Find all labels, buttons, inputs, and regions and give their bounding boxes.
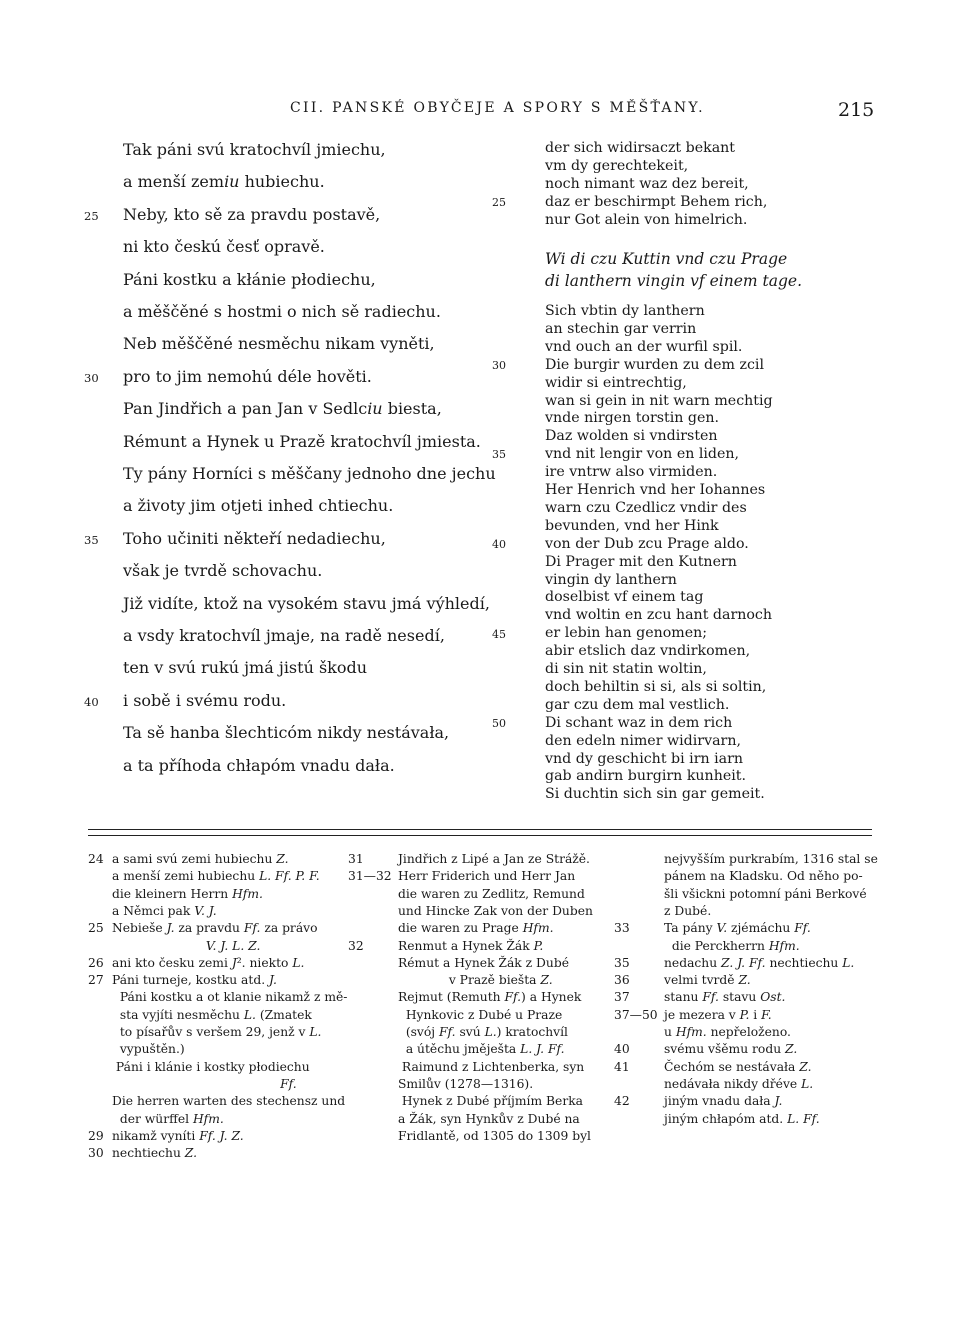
footnote-text: jiným chłapóm atd. L. Ff. — [664, 1111, 820, 1126]
german-verse-line: abir etslich daz vndirkomen, — [545, 643, 751, 660]
footnote-text: Hynek z Dubé příjmím Berka — [398, 1094, 583, 1109]
footnote-text: a sami svú zemi hubiechu Z. — [112, 852, 289, 866]
footnote-text: nejvyšším purkrabím, 1316 stal se — [664, 852, 878, 866]
german-verse-line: vnd woltin en zcu hant darnoch — [545, 607, 772, 624]
german-verse-line: warn czu Czedlicz vndir des — [545, 499, 747, 516]
german-line-number: 35 — [492, 448, 506, 461]
footnote-text: a útěchu jměješta L. J. Ff. — [398, 1042, 565, 1057]
czech-verse-line: pro to jim nemohú déle hověti. — [123, 366, 372, 386]
footnote-text: und Hincke Zak von der Duben — [398, 903, 593, 918]
footnote-text: (svój Ff. svú L.) kratochvíl — [398, 1025, 568, 1039]
footnote-number: 33 — [614, 921, 630, 936]
german-verse-line: vnd dy geschicht bi irn iarn — [545, 750, 744, 767]
german-verse-line: vnd nit lengir von en liden, — [545, 446, 740, 463]
german-line-number: 30 — [492, 359, 506, 372]
german-verse-line: der sich widirsaczt bekant — [545, 140, 736, 156]
footnote-line — [348, 955, 569, 972]
footnote-line — [88, 886, 263, 903]
footnote-divider — [88, 829, 872, 830]
german-verse-line: vingin dy lanthern — [545, 571, 677, 588]
footnote-line — [88, 972, 277, 989]
czech-line-number: 40 — [84, 694, 99, 709]
footnote-line — [348, 972, 553, 989]
footnote-number: 37—50 — [614, 1007, 658, 1022]
footnote-line — [614, 851, 878, 868]
footnote-text: u Hfm. nepřeloženo. — [664, 1025, 791, 1039]
footnote-number: 40 — [614, 1042, 630, 1057]
footnote-line — [88, 1145, 197, 1162]
footnote-text: Čechóm se nestávała Z. — [664, 1059, 812, 1074]
footnote-text: pánem na Kladsku. Od něho po- — [664, 869, 863, 884]
footnote-line — [88, 1128, 244, 1145]
footnote-number: 27 — [88, 973, 104, 988]
czech-verse-line: a menší zemiu hubiechu. — [123, 172, 325, 192]
german-line-number: 40 — [492, 538, 506, 551]
footnote-text: Rémut a Hynek Žák z Dubé — [398, 955, 569, 970]
german-line-number: 45 — [492, 628, 506, 641]
footnote-text: Rejmut (Remuth Ff.) a Hynek — [398, 990, 582, 1005]
footnote-line — [614, 903, 711, 920]
footnote-line — [88, 920, 318, 937]
footnote-line — [614, 920, 811, 937]
footnote-number: 26 — [88, 955, 104, 970]
footnote-number: 31 — [348, 852, 364, 866]
footnote-line — [614, 1007, 772, 1024]
german-verse-line: Sich vbtin dy lanthern — [545, 303, 705, 319]
footnote-line — [88, 1007, 312, 1024]
footnote-number: 25 — [88, 921, 104, 936]
footnote-line — [88, 868, 320, 885]
footnote-line — [88, 1111, 224, 1128]
footnote-text: die waren zu Prage Hfm. — [398, 921, 554, 936]
german-verse-line: Her Henrich vnd her Iohannes — [545, 482, 766, 498]
footnote-line — [88, 851, 289, 868]
footnote-text: nechtiechu Z. — [112, 1146, 198, 1161]
footnote-line — [348, 1007, 562, 1024]
footnote-line — [88, 1076, 297, 1093]
footnote-number: 36 — [614, 973, 630, 988]
czech-verse-line: však je tvrdě schovachu. — [123, 561, 323, 581]
german-verse-line: gab andirn burgirn kunheit. — [545, 768, 746, 785]
footnote-number: 30 — [88, 1146, 104, 1161]
czech-verse-line: Ta sě hanba šlechticóm nikdy nestávała, — [123, 723, 450, 743]
german-section-heading: di lanthern vingin vf einem tage. — [545, 272, 802, 290]
german-verse-line: noch nimant waz dez bereit, — [545, 175, 749, 192]
czech-verse-line: Již vidíte, ktož na vysokém stavu jmá výhledí, — [123, 593, 490, 613]
footnote-line — [88, 989, 347, 1006]
footnote-line — [88, 1041, 185, 1058]
footnote-line — [614, 1111, 820, 1128]
footnote-number: 41 — [614, 1059, 630, 1074]
footnote-text: Raimund z Lichtenberka, syn — [398, 1059, 585, 1074]
footnote-divider-thin — [88, 835, 872, 836]
german-verse-line: Si duchtin sich sin gar gemeit. — [545, 786, 765, 803]
czech-verse-line: a vsdy kratochvíl jmaje, na radě nesedí, — [123, 626, 445, 645]
footnote-line — [88, 903, 217, 920]
footnote-text: die Perckherrn Hfm. — [664, 938, 800, 953]
footnote-line — [88, 1059, 310, 1076]
footnote-line — [614, 1041, 797, 1058]
footnote-text: nedachu Z. J. Ff. nechtiechu L. — [664, 955, 855, 970]
czech-line-number: 35 — [84, 532, 99, 547]
footnote-text: z Dubé. — [664, 903, 712, 918]
footnote-text: nikamž vyníti Ff. J. Z. — [112, 1128, 244, 1143]
footnote-line — [348, 1076, 533, 1093]
footnote-line — [614, 938, 800, 955]
footnote-line — [348, 1093, 583, 1110]
footnote-text: Fridlantě, od 1305 do 1309 byl — [398, 1128, 591, 1143]
german-section-heading: Wi di czu Kuttin vnd czu Prage — [545, 250, 788, 268]
footnote-text: V. J. L. Z. — [205, 938, 261, 953]
german-verse-line: gar czu dem mal vestlich. — [545, 696, 730, 713]
footnote-text: jiným vnadu dała J. — [664, 1094, 783, 1109]
german-verse-line: den edeln nimer widirvarn, — [545, 732, 741, 749]
czech-verse-line: Ty pány Horníci s měščany jednoho dne jechu — [123, 464, 496, 483]
footnote-line — [614, 1024, 791, 1041]
footnote-text: die kleinern Herrn Hfm. — [112, 886, 263, 901]
footnote-number: 35 — [614, 955, 630, 970]
german-line-number: 25 — [492, 196, 506, 209]
footnote-number: 31—32 — [348, 869, 392, 884]
german-verse-line: Die burgir wurden zu dem zcil — [545, 356, 764, 373]
footnote-text: Páni kostku a ot klanie nikamž z mě- — [112, 990, 348, 1005]
footnote-text: Hynkovic z Dubé u Praze — [398, 1007, 563, 1022]
german-verse-line: widir si eintrechtig, — [545, 374, 687, 391]
running-title: CII. PANSKÉ OBYČEJE A SPORY S MĚŠŤANY. — [290, 100, 705, 116]
footnote-line — [614, 1059, 812, 1076]
czech-line-number: 25 — [84, 208, 99, 223]
german-verse-line: Di schant waz in dem rich — [545, 714, 733, 731]
german-verse-line: Daz wolden si vndirsten — [545, 428, 718, 445]
footnote-text: Nebieše J. za pravdu Ff. za právo — [112, 921, 318, 936]
footnote-line — [614, 1076, 813, 1093]
footnote-text: Ta pány V. zjémáchu Ff. — [664, 921, 811, 936]
footnote-line — [614, 955, 854, 972]
footnote-text: nedávała nikdy dřéve L. — [664, 1076, 814, 1091]
czech-verse-line: ten v svú rukú jmá jistú škodu — [123, 658, 368, 678]
page-header — [0, 99, 960, 123]
czech-verse-line: ni kto českú česť opravě. — [123, 237, 325, 257]
czech-verse-line: i sobě i svému rodu. — [123, 690, 287, 710]
german-verse-line: er lebin han genomen; — [545, 625, 708, 642]
footnote-text: je mezera v P. i F. — [664, 1007, 772, 1022]
footnote-text: velmi tvrdě Z. — [664, 973, 751, 988]
footnote-line — [614, 886, 867, 903]
czech-verse-line: Páni kostku a kłánie płodiechu, — [123, 269, 376, 289]
czech-verse-line: a životy jim otjeti inhed chtiechu. — [123, 496, 394, 516]
german-verse-line: di sin nit statin woltin, — [545, 661, 707, 677]
footnote-number: 37 — [614, 990, 630, 1005]
footnote-line — [348, 1024, 568, 1041]
footnote-line — [348, 989, 581, 1006]
footnote-line — [348, 938, 543, 955]
footnote-text: Páni turneje, kostku atd. J. — [112, 973, 277, 988]
german-verse-line: von der Dub zcu Prage aldo. — [545, 535, 749, 552]
german-verse-line: ire vntrw also virmiden. — [545, 464, 718, 481]
footnote-text: Páni i klánie i kostky płodiechu — [112, 1059, 310, 1074]
footnote-line — [348, 1041, 565, 1058]
german-verse-line: doselbist vf einem tag — [545, 589, 704, 606]
czech-verse-line: Tak páni svú kratochvíl jmiechu, — [123, 140, 386, 159]
german-verse-line: vm dy gerechtekeit, — [545, 157, 689, 174]
footnote-text: to písařův s veršem 29, jenž v L. — [112, 1025, 322, 1039]
footnote-number: 29 — [88, 1128, 104, 1143]
german-line-number: 50 — [492, 717, 506, 730]
german-verse-line: wan si gein in nit warn mechtig — [545, 392, 773, 409]
footnote-text: svému všěmu rodu Z. — [664, 1042, 798, 1057]
footnote-line — [348, 903, 593, 920]
footnote-text: Renmut a Hynek Žák P. — [398, 938, 544, 953]
footnote-line — [614, 989, 785, 1006]
german-verse-line: daz er beschirmpt Behem rich, — [545, 193, 768, 210]
footnote-text: ani kto česku zemi J². niekto L. — [112, 955, 305, 970]
german-verse-line: nur Got alein von himelrich. — [545, 211, 748, 228]
german-verse-line: Di Prager mit den Kutnern — [545, 553, 737, 570]
footnote-line — [348, 1059, 584, 1076]
footnote-text: Jindřich z Lipé a Jan ze Strážě. — [398, 852, 590, 866]
czech-verse-line: Neb měščěné nesměchu nikam vyněti, — [123, 334, 435, 354]
footnote-line — [88, 955, 304, 972]
footnote-text: Ff. — [280, 1076, 297, 1091]
footnote-text: šli všickni potomní páni Berkové — [664, 886, 867, 901]
footnote-line — [614, 868, 863, 885]
footnote-line — [348, 868, 575, 885]
german-verse-line: an stechin gar verrin — [545, 320, 697, 337]
czech-line-number: 30 — [84, 370, 99, 385]
footnote-text: die waren zu Zedlitz, Remund — [398, 886, 585, 901]
czech-verse-line: Rémunt a Hynek u Prazě kratochvíl jmiesta. — [123, 431, 481, 451]
footnote-text: a Žák, syn Hynkův z Dubé na — [398, 1111, 580, 1126]
czech-verse-line: Pan Jindřich a pan Jan v Sedlciu biesta, — [123, 399, 442, 419]
footnote-text: sta vyjíti nesměchu L. (Zmatek — [112, 1007, 312, 1022]
footnote-text: stanu Ff. stavu Ost. — [664, 990, 786, 1005]
footnote-number: 42 — [614, 1094, 630, 1109]
footnote-text: v Prazě biešta Z. — [398, 973, 553, 988]
czech-verse-line: Neby, kto sě za pravdu postavě, — [123, 204, 381, 224]
footnote-text: Die herren warten des stechensz und — [112, 1094, 346, 1109]
german-verse-line: vnde nirgen torstin gen. — [545, 410, 720, 427]
czech-verse-line: a měščěné s hostmi o nich sě radiechu. — [123, 302, 441, 321]
footnote-text: Herr Friderich und Herr Jan — [398, 869, 576, 884]
german-verse-line: doch behiltin si si, als si soltin, — [545, 678, 767, 695]
footnote-text: a menší zemi hubiechu L. Ff. P. F. — [112, 869, 320, 884]
page-number: 215 — [838, 99, 875, 121]
footnote-number: 32 — [348, 938, 364, 953]
footnote-line — [88, 938, 260, 955]
footnote-line — [88, 1024, 321, 1041]
footnote-text: vypuštěn.) — [112, 1042, 185, 1057]
footnote-line — [348, 886, 585, 903]
footnote-line — [348, 1128, 591, 1145]
footnote-text: a Němci pak V. J. — [112, 903, 217, 918]
footnote-line — [88, 1093, 345, 1110]
czech-verse-line: a ta příhoda chłapóm vnadu dała. — [123, 755, 395, 775]
german-verse-line: vnd ouch an der wurfil spil. — [545, 338, 743, 355]
footnote-text: der würffel Hfm. — [112, 1111, 224, 1126]
footnote-line — [614, 972, 751, 989]
footnote-number: 24 — [88, 852, 104, 866]
footnote-line — [348, 920, 554, 937]
german-verse-line: bevunden, vnd her Hink — [545, 517, 719, 534]
czech-verse-line: Toho učiniti někteří nedadiechu, — [123, 528, 386, 548]
footnote-line — [348, 1111, 580, 1128]
footnote-text: Smilův (1278—1316). — [398, 1076, 534, 1091]
footnote-line — [348, 851, 590, 868]
footnote-line — [614, 1093, 782, 1110]
